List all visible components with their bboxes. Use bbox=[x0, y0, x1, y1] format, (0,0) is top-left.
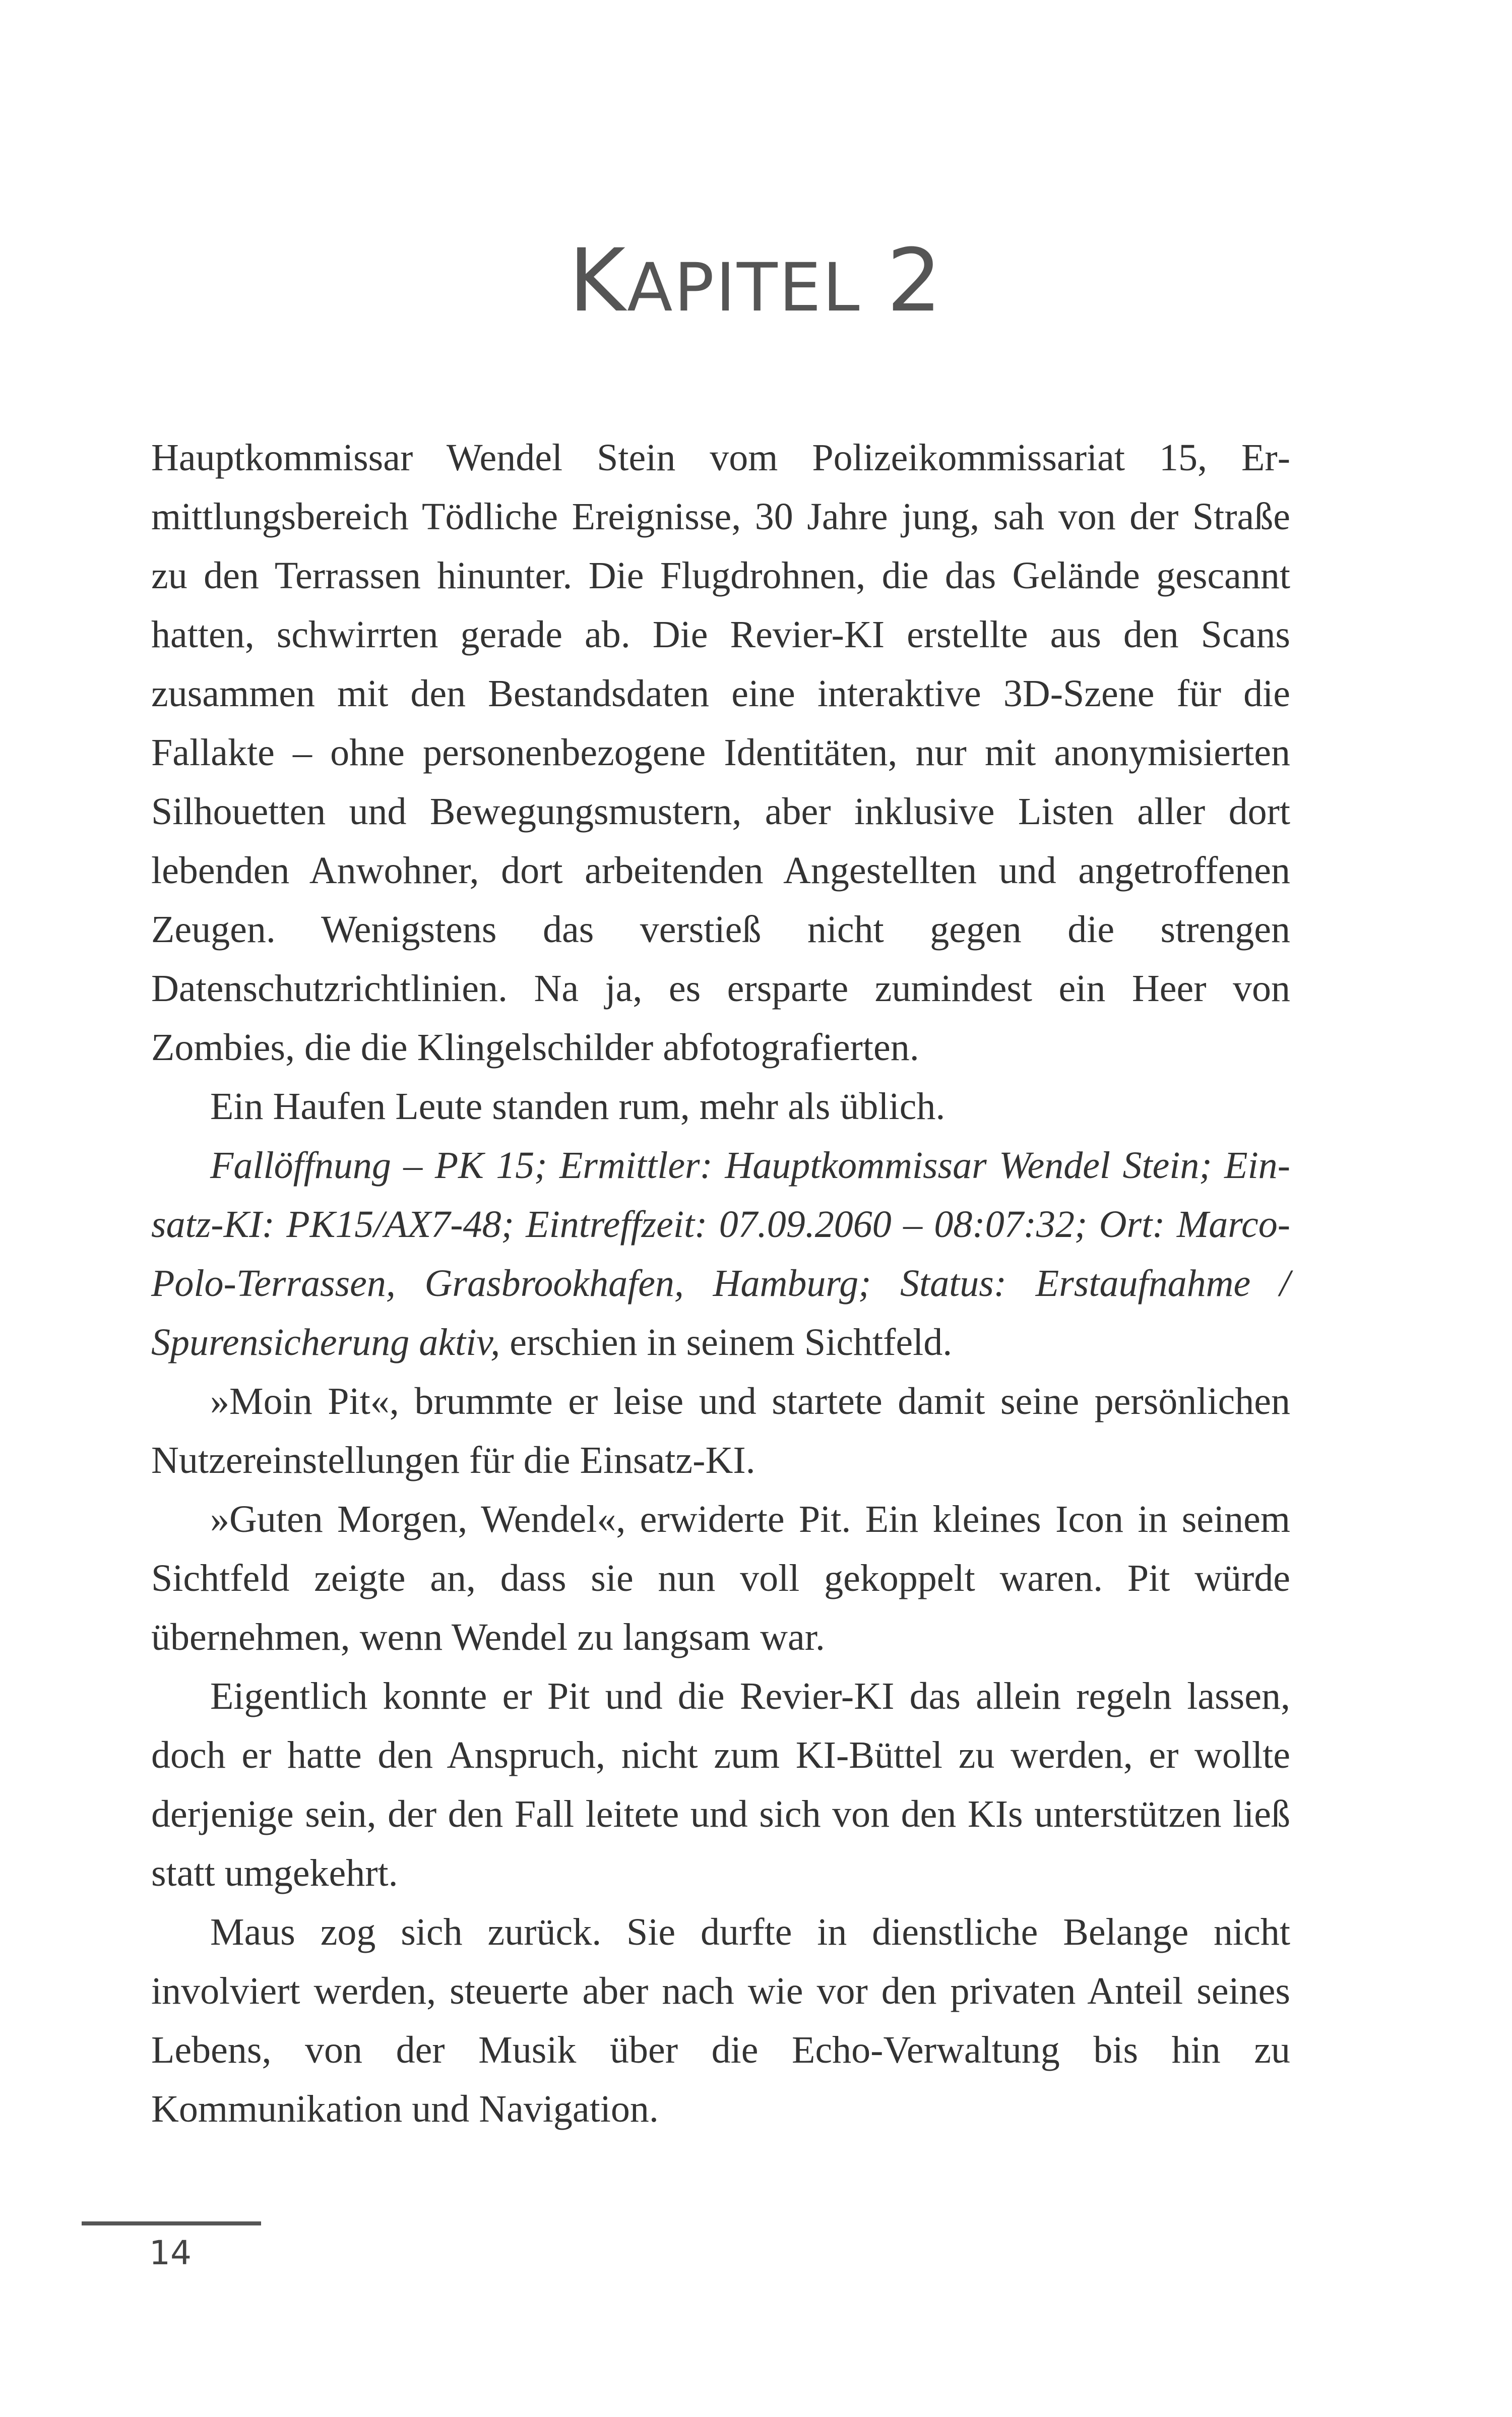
paragraph: Eigentlich konnte er Pit und die Revier-KI das allein regeln lassen, doch er hatte den Anspruch, nicht zum KI-Büttel zu werden, er wollte derjenige sein, der den Fall leitete und sich von den KIs unterstützen ließ statt umgekehrt. bbox=[151, 1675, 1290, 1894]
footer-rule bbox=[82, 2221, 261, 2225]
case-opening-paragraph bbox=[151, 1136, 1290, 1372]
paragraph: »Moin Pit«, brummte er leise und startete damit seine persönlichen Nutzereinstellungen für die Einsatz-KI. bbox=[151, 1380, 1290, 1481]
chapter-title-word: APITEL bbox=[627, 249, 861, 327]
case-status-line: Fallöffnung – PK 15; Ermittler: Hauptkommissar Wendel Stein; Einsatz-KI: PK15/AX7-48; Eintreffzeit: 07.09.2060 – 08:07:32; Ort: Marco-Polo-Terrassen, Grasbrookhafen, Hamburg; Status: Erstaufnahme / Spurensicherung aktiv, bbox=[151, 1144, 1290, 1364]
chapter-title-initial: K bbox=[569, 229, 627, 331]
page-number: 14 bbox=[149, 2234, 192, 2272]
chapter-title bbox=[0, 229, 1512, 331]
paragraph: Ein Haufen Leute standen rum, mehr als üblich. bbox=[210, 1085, 946, 1128]
chapter-number: 2 bbox=[887, 229, 943, 331]
paragraph: Hauptkommissar Wendel Stein vom Polizeikommissariat 15, Ermittlungsbereich Tödliche Ereignisse, 30 Jahre jung, sah von der Straße zu den Terrassen hinunter. Die Flugdrohnen, die das Gelände gescannt hatten, schwirrten gerade ab. Die Revier-KI erstellte aus den Scans zusammen mit den Bestandsdaten eine interaktive 3D-Szene für die Fallakte – ohne personenbezogene Identitäten, nur mit anonymisierten Silhouetten und Bewegungsmustern, aber inklusive Listen aller dort lebenden Anwohner, dort arbeitenden Angestellten und angetroffenen Zeugen. Wenigstens das verstieß nicht gegen die strengen Datenschutzrichtlinien. Na ja, es ersparte zumindest ein Heer von Zombies, die die Klingelschilder abfotografierten. bbox=[151, 437, 1290, 1069]
case-status-suffix: erschien in seinem Sichtfeld. bbox=[500, 1321, 953, 1364]
paragraph: »Guten Morgen, Wendel«, erwiderte Pit. Ein kleines Icon in seinem Sichtfeld zeigte an, dass sie nun voll gekoppelt waren. Pit würde übernehmen, wenn Wendel zu langsam war. bbox=[151, 1498, 1290, 1658]
body-text bbox=[151, 428, 1290, 2139]
paragraph: Maus zog sich zurück. Sie durfte in dienstliche Belange nicht involviert werden, steuerte aber nach wie vor den privaten Anteil seines Lebens, von der Musik über die Echo-Verwaltung bis hin zu Kommunikation und Navigation. bbox=[151, 1911, 1290, 2130]
